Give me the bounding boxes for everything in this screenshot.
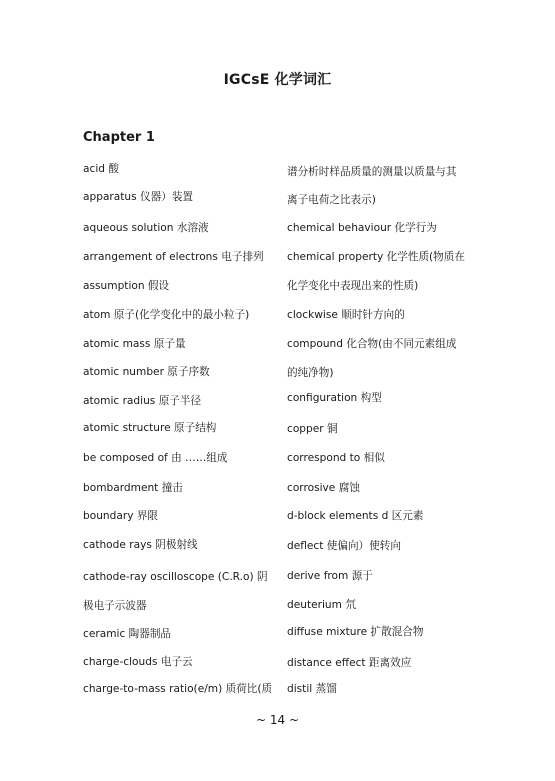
vocab-entry: acid 酸 — [83, 163, 119, 175]
vocab-entry: cathode rays 阴极射线 — [83, 539, 198, 551]
vocab-entry: compound 化合物(由不同元素组成 — [287, 338, 457, 350]
vocab-entry: distil 蒸馏 — [287, 683, 337, 695]
vocab-entry: boundary 界限 — [83, 510, 159, 522]
vocab-entry: atomic number 原子序数 — [83, 366, 210, 378]
vocab-entry: cathode-ray oscilloscope (C.R.o) 阴 — [83, 571, 268, 583]
vocab-entry: atomic radius 原子半径 — [83, 395, 202, 407]
vocab-entry: clockwise 顺时针方向的 — [287, 309, 405, 321]
vocab-entry: configuration 构型 — [287, 392, 382, 404]
vocab-entry: distance effect 距离效应 — [287, 657, 412, 669]
vocab-entry: 的纯净物) — [287, 367, 334, 379]
vocab-entry: deflect 使偏向）使转向 — [287, 540, 401, 552]
vocab-entry: ceramic 陶器制品 — [83, 628, 172, 640]
vocab-entry: aqueous solution 水溶液 — [83, 222, 209, 234]
vocab-entry: atomic structure 原子结构 — [83, 422, 217, 434]
vocab-entry: charge-to-mass ratio(e/m) 质荷比(质 — [83, 683, 273, 695]
vocab-entry: corrosive 腐蚀 — [287, 482, 360, 494]
vocab-entry: assumption 假设 — [83, 280, 170, 292]
vocab-entry: 化学变化中表现出来的性质) — [287, 280, 419, 292]
vocab-entry: 极电子示波器 — [83, 600, 147, 612]
vocab-entry: chemical behaviour 化学行为 — [287, 222, 437, 234]
vocab-entry: arrangement of electrons 电子排列 — [83, 251, 264, 263]
vocab-entry: deuterium 氘 — [287, 599, 356, 611]
vocab-entry: diffuse mixture 扩散混合物 — [287, 626, 424, 638]
vocab-entry: bombardment 撞击 — [83, 482, 183, 494]
page-title: IGCsE 化学词汇 — [223, 72, 332, 88]
page-number: ~ 14 ~ — [255, 713, 299, 727]
vocab-entry: 谱分析时样品质量的测量以质量与其 — [287, 166, 457, 178]
vocab-entry: copper 铜 — [287, 423, 338, 435]
vocab-entry: be composed of 由 ……组成 — [83, 452, 228, 464]
vocab-entry: derive from 源于 — [287, 570, 373, 582]
vocab-entry: atom 原子(化学变化中的最小粒子) — [83, 309, 250, 321]
chapter-heading: Chapter 1 — [83, 130, 155, 145]
vocab-entry: charge-clouds 电子云 — [83, 656, 193, 668]
vocab-entry: 离子电荷之比表示) — [287, 194, 376, 206]
vocab-entry: d-block elements d 区元素 — [287, 510, 424, 522]
vocab-entry: atomic mass 原子量 — [83, 338, 186, 350]
vocab-entry: chemical property 化学性质(物质在 — [287, 251, 465, 263]
vocab-entry: correspond to 相似 — [287, 452, 385, 464]
vocab-entry: apparatus 仪器）装置 — [83, 191, 194, 203]
